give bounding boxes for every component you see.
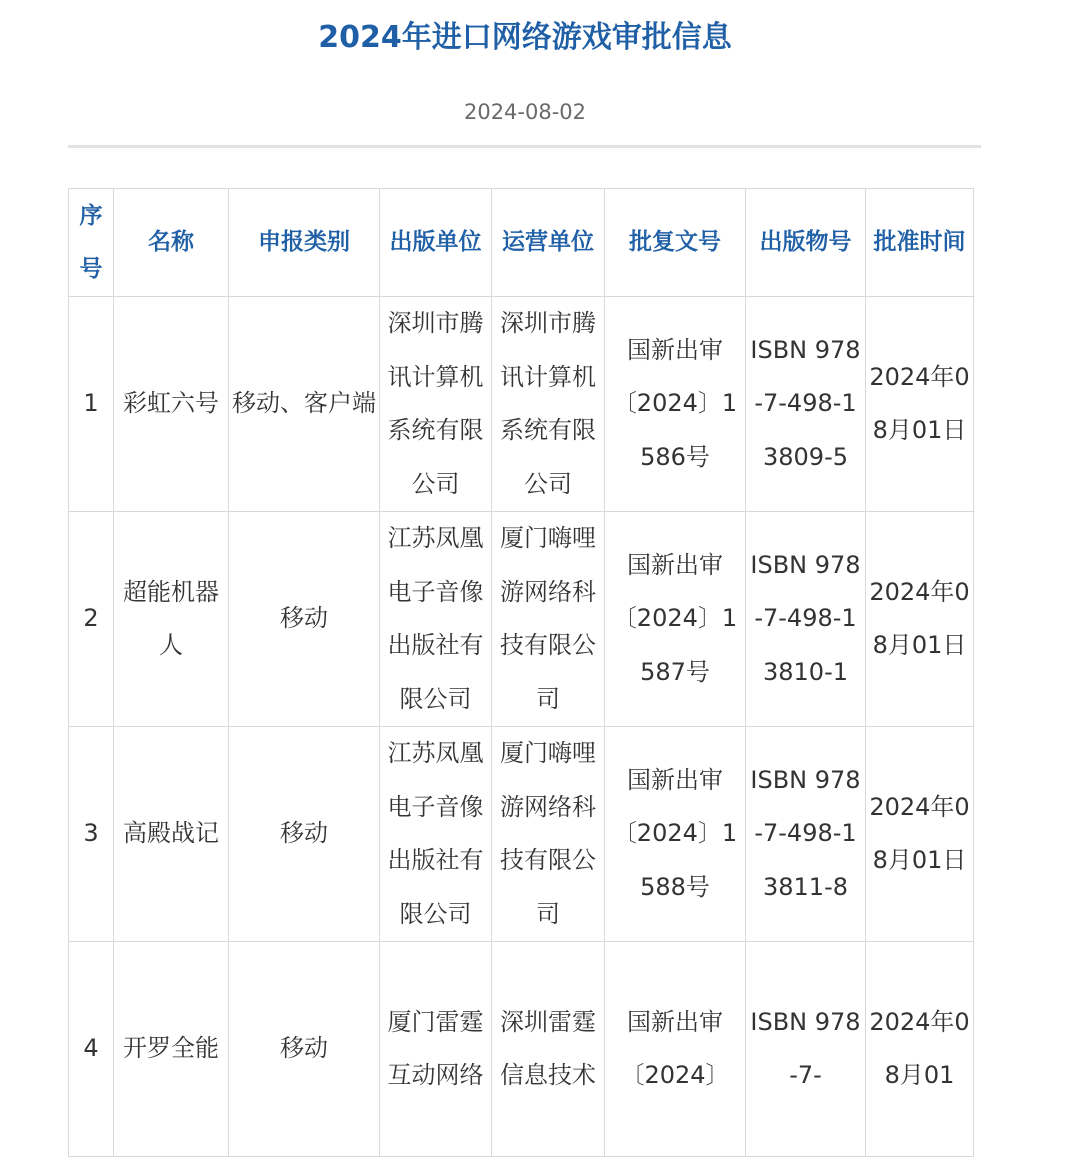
cell-category: 移动 — [229, 942, 380, 1157]
cell-index: 1 — [69, 297, 114, 512]
cell-isbn: ISBN 978-7-498-13810-1 — [746, 512, 866, 727]
header-isbn: 出版物号 — [746, 189, 866, 297]
cell-category: 移动 — [229, 512, 380, 727]
cell-index: 4 — [69, 942, 114, 1157]
cell-name: 高殿战记 — [114, 727, 229, 942]
header-approval-no: 批复文号 — [605, 189, 746, 297]
header-publisher: 出版单位 — [380, 189, 492, 297]
cell-isbn: ISBN 978-7-498-13811-8 — [746, 727, 866, 942]
cell-name: 超能机器人 — [114, 512, 229, 727]
cell-approval-no: 国新出审〔2024〕1586号 — [605, 297, 746, 512]
cell-publisher: 厦门雷霆互动网络 — [380, 942, 492, 1157]
cell-name: 开罗全能 — [114, 942, 229, 1157]
table-header-row — [69, 189, 974, 297]
cell-operator: 深圳市腾讯计算机系统有限公司 — [492, 297, 605, 512]
header-approval-date: 批准时间 — [866, 189, 974, 297]
cell-approval-date: 2024年08月01日 — [866, 512, 974, 727]
cell-name: 彩虹六号 — [114, 297, 229, 512]
header-name: 名称 — [114, 189, 229, 297]
header-index: 序号 — [69, 189, 114, 297]
title-divider — [68, 145, 981, 148]
cell-approval-no: 国新出审〔2024〕1588号 — [605, 727, 746, 942]
header-category: 申报类别 — [229, 189, 380, 297]
table-row — [69, 942, 974, 1157]
cell-approval-date: 2024年08月01 — [866, 942, 974, 1157]
cell-category: 移动 — [229, 727, 380, 942]
header-operator: 运营单位 — [492, 189, 605, 297]
cell-isbn: ISBN 978-7- — [746, 942, 866, 1157]
article-title: 2024年进口网络游戏审批信息 — [318, 20, 732, 55]
cell-operator: 厦门嗨哩游网络科技有限公司 — [492, 512, 605, 727]
cell-approval-no: 国新出审〔2024〕 — [605, 942, 746, 1157]
cell-category: 移动、客户端 — [229, 297, 380, 512]
cell-approval-date: 2024年08月01日 — [866, 727, 974, 942]
article-date: 2024-08-02 — [463, 100, 587, 124]
cell-approval-no: 国新出审〔2024〕1587号 — [605, 512, 746, 727]
cell-operator: 厦门嗨哩游网络科技有限公司 — [492, 727, 605, 942]
cell-publisher: 江苏凤凰电子音像出版社有限公司 — [380, 512, 492, 727]
cell-index: 2 — [69, 512, 114, 727]
cell-approval-date: 2024年08月01日 — [866, 297, 974, 512]
table-row — [69, 727, 974, 942]
cell-publisher: 江苏凤凰电子音像出版社有限公司 — [380, 727, 492, 942]
cell-index: 3 — [69, 727, 114, 942]
cell-operator: 深圳雷霆信息技术 — [492, 942, 605, 1157]
cell-isbn: ISBN 978-7-498-13809-5 — [746, 297, 866, 512]
approval-table — [68, 188, 974, 1157]
cell-publisher: 深圳市腾讯计算机系统有限公司 — [380, 297, 492, 512]
table-row — [69, 512, 974, 727]
table-row — [69, 297, 974, 512]
